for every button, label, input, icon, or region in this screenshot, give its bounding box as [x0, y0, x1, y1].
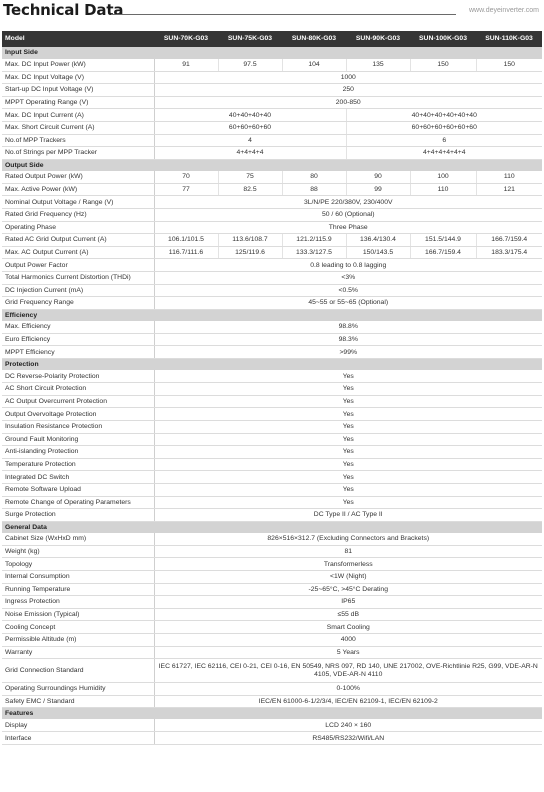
value-cell: 5 Years [154, 646, 542, 659]
value-cell: 136.4/130.4 [346, 234, 410, 247]
value-cell: 0.8 leading to 0.8 lagging [154, 259, 542, 272]
value-cell: 80 [282, 171, 346, 184]
table-row [2, 596, 542, 609]
row-label: No.of Strings per MPP Tracker [2, 147, 154, 160]
value-cell: 99 [346, 183, 410, 196]
value-cell: 0-100% [154, 683, 542, 696]
table-row [2, 496, 542, 509]
model-header-row [2, 31, 542, 47]
value-cell: 125/119.6 [218, 246, 282, 259]
value-cell: 1000 [154, 71, 542, 84]
section-header-row [2, 309, 542, 321]
row-label: Max. Short Circuit Current (A) [2, 121, 154, 134]
row-label: Max. Active Power (kW) [2, 183, 154, 196]
value-cell: 150 [410, 59, 476, 72]
row-label: Internal Consumption [2, 570, 154, 583]
table-row [2, 346, 542, 359]
table-row [2, 695, 542, 708]
value-cell: 166.7/159.4 [476, 234, 542, 247]
value-cell: Yes [154, 370, 542, 383]
section-header-row [2, 159, 542, 171]
row-label: AC Output Overcurrent Protection [2, 395, 154, 408]
value-cell: Yes [154, 408, 542, 421]
website-url: www.deyeinverter.com [468, 7, 539, 14]
value-cell: 166.7/159.4 [410, 246, 476, 259]
table-row [2, 446, 542, 459]
value-cell: 40+40+40+40+40+40 [346, 109, 542, 122]
value-cell: Yes [154, 471, 542, 484]
value-cell: 98.8% [154, 321, 542, 334]
table-row [2, 221, 542, 234]
table-row [2, 646, 542, 659]
value-cell: 135 [346, 59, 410, 72]
value-cell: Yes [154, 383, 542, 396]
row-label: Max. AC Output Current (A) [2, 246, 154, 259]
value-cell: <0.5% [154, 284, 542, 297]
row-label: Topology [2, 558, 154, 571]
value-cell: Transformerless [154, 558, 542, 571]
table-row [2, 96, 542, 109]
value-cell: 45~55 or 55~65 (Optional) [154, 297, 542, 310]
table-row [2, 383, 542, 396]
row-label: Running Temperature [2, 583, 154, 596]
table-row [2, 147, 542, 160]
table-row [2, 196, 542, 209]
value-cell: 82.5 [218, 183, 282, 196]
value-cell: 77 [154, 183, 218, 196]
table-row [2, 633, 542, 646]
value-cell: 110 [476, 171, 542, 184]
row-label: Output Overvoltage Protection [2, 408, 154, 421]
row-label: MPPT Efficiency [2, 346, 154, 359]
value-cell: IEC/EN 61000-6-1/2/3/4, IEC/EN 62109-1, IEC/EN 62109-2 [154, 695, 542, 708]
table-row [2, 732, 542, 745]
row-label: AC Short Circuit Protection [2, 383, 154, 396]
value-cell: >99% [154, 346, 542, 359]
row-label: DC Injection Current (mA) [2, 284, 154, 297]
value-cell: 106.1/101.5 [154, 234, 218, 247]
value-cell: Yes [154, 483, 542, 496]
value-cell: 88 [282, 183, 346, 196]
value-cell: 183.3/175.4 [476, 246, 542, 259]
table-row [2, 259, 542, 272]
row-label: Start-up DC Input Voltage (V) [2, 84, 154, 97]
row-label: Integrated DC Switch [2, 471, 154, 484]
row-label: Max. DC Input Power (kW) [2, 59, 154, 72]
table-row [2, 183, 542, 196]
row-label: Safety EMC / Standard [2, 695, 154, 708]
row-label: Permissible Altitude (m) [2, 633, 154, 646]
table-row [2, 171, 542, 184]
value-cell: 100 [410, 171, 476, 184]
value-cell: 250 [154, 84, 542, 97]
model-header-cell: SUN-110K-G03 [476, 31, 542, 47]
table-row [2, 683, 542, 696]
value-cell: 60+60+60+60+60+60 [346, 121, 542, 134]
value-cell: 4+4+4+4 [154, 147, 346, 160]
row-label: DC Reverse-Polarity Protection [2, 370, 154, 383]
page-header [3, 0, 541, 26]
value-cell: <1W (Night) [154, 570, 542, 583]
value-cell: DC Type II / AC Type II [154, 509, 542, 522]
table-row [2, 433, 542, 446]
value-cell: Yes [154, 458, 542, 471]
section-title: Efficiency [2, 309, 542, 321]
row-label: Warranty [2, 646, 154, 659]
value-cell: Yes [154, 446, 542, 459]
model-header-cell: SUN-90K-G03 [346, 31, 410, 47]
table-row [2, 370, 542, 383]
table-row [2, 109, 542, 122]
table-row [2, 272, 542, 285]
value-cell: 4 [154, 134, 346, 147]
table-row [2, 509, 542, 522]
table-row [2, 297, 542, 310]
row-label: Insulation Resistance Protection [2, 420, 154, 433]
row-label: Max. DC Input Current (A) [2, 109, 154, 122]
row-label: Cooling Concept [2, 621, 154, 634]
value-cell: 4+4+4+4+4+4 [346, 147, 542, 160]
row-label: Euro Efficiency [2, 333, 154, 346]
value-cell: 121 [476, 183, 542, 196]
section-title: Protection [2, 359, 542, 371]
table-row [2, 533, 542, 546]
row-label: Remote Change of Operating Parameters [2, 496, 154, 509]
table-row [2, 134, 542, 147]
table-row [2, 59, 542, 72]
table-row [2, 395, 542, 408]
table-row [2, 246, 542, 259]
table-row [2, 570, 542, 583]
value-cell: 151.5/144.9 [410, 234, 476, 247]
row-label: Grid Connection Standard [2, 659, 154, 683]
table-body [2, 47, 542, 745]
row-label: Nominal Output Voltage / Range (V) [2, 196, 154, 209]
row-label: Rated Output Power (kW) [2, 171, 154, 184]
value-cell: 70 [154, 171, 218, 184]
title-divider [111, 14, 456, 15]
row-label: Rated Grid Frequency (Hz) [2, 209, 154, 222]
row-label: Surge Protection [2, 509, 154, 522]
value-cell: Smart Cooling [154, 621, 542, 634]
value-cell: IP65 [154, 596, 542, 609]
table-row [2, 471, 542, 484]
value-cell: 133.3/127.5 [282, 246, 346, 259]
value-cell: Yes [154, 433, 542, 446]
row-label: No.of MPP Trackers [2, 134, 154, 147]
table-row [2, 234, 542, 247]
value-cell: Yes [154, 395, 542, 408]
value-cell: 3L/N/PE 220/380V, 230/400V [154, 196, 542, 209]
value-cell: 200-850 [154, 96, 542, 109]
model-header-cell: SUN-70K-G03 [154, 31, 218, 47]
value-cell: ≤55 dB [154, 608, 542, 621]
table-row [2, 621, 542, 634]
row-label: MPPT Operating Range (V) [2, 96, 154, 109]
row-label: Ground Fault Monitoring [2, 433, 154, 446]
row-label: Max. DC Input Voltage (V) [2, 71, 154, 84]
value-cell: Three Phase [154, 221, 542, 234]
model-header-cell: SUN-75K-G03 [218, 31, 282, 47]
value-cell: 97.5 [218, 59, 282, 72]
value-cell: RS485/RS232/Wifi/LAN [154, 732, 542, 745]
table-row [2, 121, 542, 134]
table-row [2, 483, 542, 496]
value-cell: 81 [154, 545, 542, 558]
value-cell: 60+60+60+60 [154, 121, 346, 134]
value-cell: 6 [346, 134, 542, 147]
page-title: Technical Data [3, 1, 124, 19]
table-row [2, 583, 542, 596]
value-cell: Yes [154, 496, 542, 509]
value-cell: 4000 [154, 633, 542, 646]
value-cell: 121.2/115.9 [282, 234, 346, 247]
section-header-row [2, 521, 542, 533]
row-label: Rated AC Grid Output Current (A) [2, 234, 154, 247]
table-row [2, 284, 542, 297]
row-label: Anti-islanding Protection [2, 446, 154, 459]
section-header-row [2, 47, 542, 59]
row-label: Grid Frequency Range [2, 297, 154, 310]
value-cell: 116.7/111.6 [154, 246, 218, 259]
row-label: Total Harmonics Current Distortion (THDi) [2, 272, 154, 285]
value-cell: 826×516×312.7 (Excluding Connectors and Brackets) [154, 533, 542, 546]
table-row [2, 608, 542, 621]
value-cell: 50 / 60 (Optional) [154, 209, 542, 222]
value-cell: 98.3% [154, 333, 542, 346]
table-row [2, 321, 542, 334]
value-cell: 110 [410, 183, 476, 196]
section-header-row [2, 359, 542, 371]
table-row [2, 719, 542, 732]
table-row [2, 458, 542, 471]
row-label: Display [2, 719, 154, 732]
section-title: Features [2, 708, 542, 720]
row-label: Operating Surroundings Humidity [2, 683, 154, 696]
value-cell: LCD 240 × 160 [154, 719, 542, 732]
row-label: Temperature Protection [2, 458, 154, 471]
row-label: Interface [2, 732, 154, 745]
row-label: Output Power Factor [2, 259, 154, 272]
table-row [2, 558, 542, 571]
value-cell: 150 [476, 59, 542, 72]
table-row [2, 71, 542, 84]
model-header-cell: SUN-80K-G03 [282, 31, 346, 47]
row-label: Noise Emission (Typical) [2, 608, 154, 621]
row-label: Ingress Protection [2, 596, 154, 609]
row-label: Cabinet Size (WxHxD mm) [2, 533, 154, 546]
section-title: General Data [2, 521, 542, 533]
table-row [2, 333, 542, 346]
section-header-row [2, 708, 542, 720]
row-label: Operating Phase [2, 221, 154, 234]
value-cell: IEC 61727, IEC 62116, CEI 0-21, CEI 0-16, EN 50549, NRS 097, RD 140, UNE 217002, OVE-Richtlinie R25, G99, VDE-AR-N 4105, VDE-AR-N 4110 [154, 659, 542, 683]
value-cell: 104 [282, 59, 346, 72]
model-header-cell: SUN-100K-G03 [410, 31, 476, 47]
table-row [2, 209, 542, 222]
table-row [2, 420, 542, 433]
value-cell: 90 [346, 171, 410, 184]
table-row [2, 545, 542, 558]
value-cell: 113.6/108.7 [218, 234, 282, 247]
value-cell: 150/143.5 [346, 246, 410, 259]
row-label: Max. Efficiency [2, 321, 154, 334]
section-title: Output Side [2, 159, 542, 171]
table-row [2, 408, 542, 421]
row-label: Weight (kg) [2, 545, 154, 558]
value-cell: 75 [218, 171, 282, 184]
value-cell: <3% [154, 272, 542, 285]
model-header-label: Model [2, 31, 154, 47]
table-row [2, 84, 542, 97]
technical-data-table [2, 31, 542, 745]
section-title: Input Side [2, 47, 542, 59]
value-cell: 91 [154, 59, 218, 72]
value-cell: Yes [154, 420, 542, 433]
value-cell: -25~65°C, >45°C Derating [154, 583, 542, 596]
table-row [2, 659, 542, 683]
value-cell: 40+40+40+40 [154, 109, 346, 122]
row-label: Remote Software Upload [2, 483, 154, 496]
